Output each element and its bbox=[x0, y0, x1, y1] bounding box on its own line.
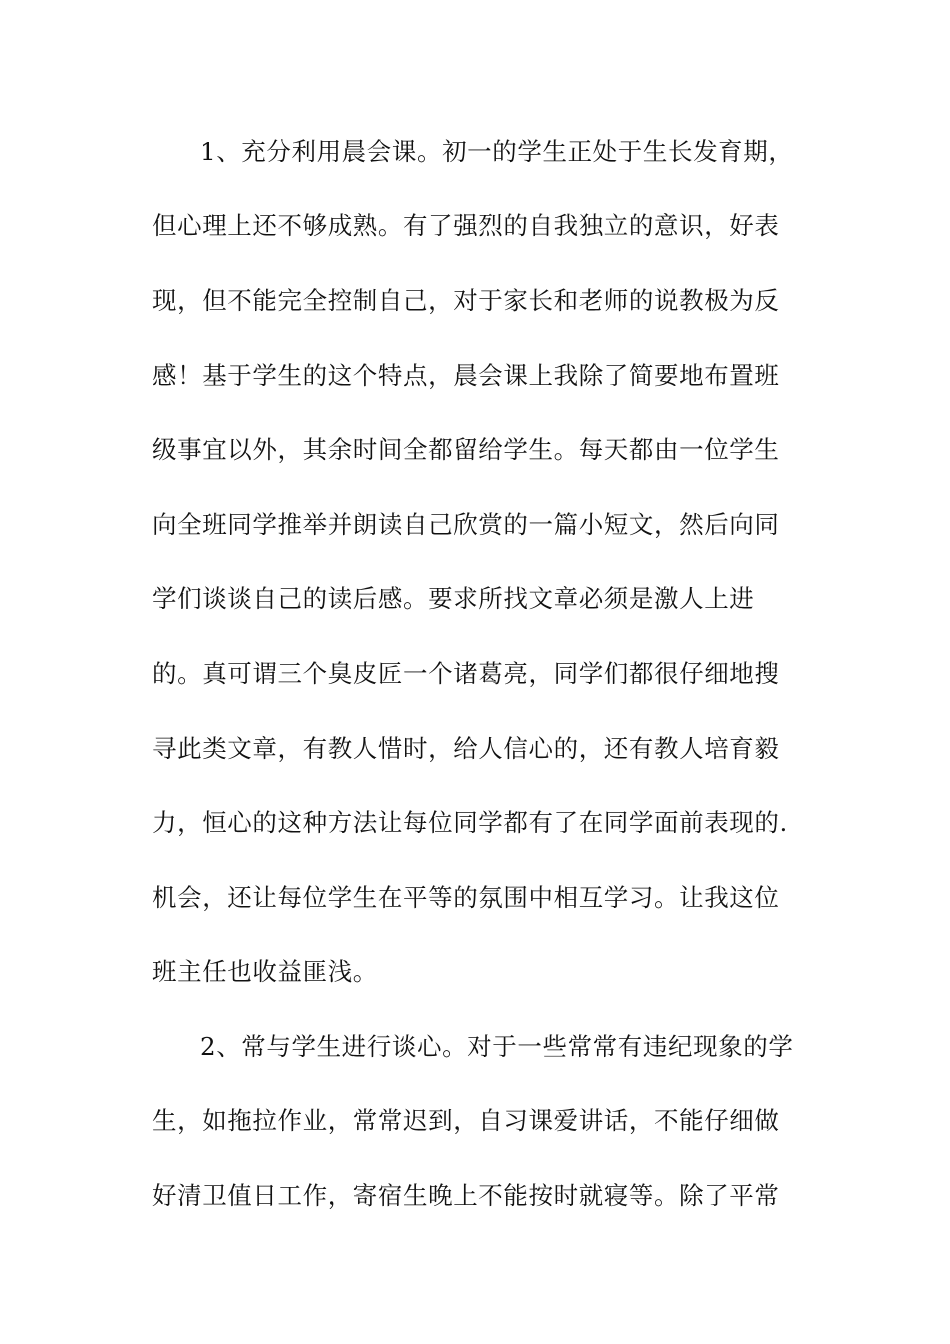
paragraph-1-line-4: 感！基于学生的这个特点，晨会课上我除了简要地布置班 bbox=[152, 361, 780, 390]
paragraph-1-line-3: 现，但不能完全控制自己，对于家长和老师的说教极为反 bbox=[152, 286, 780, 315]
paragraph-2-line-2: 生，如拖拉作业，常常迟到，自习课爱讲话，不能仔细做 bbox=[152, 1106, 780, 1135]
paragraph-1-line-1: 1、充分利用晨会课。初一的学生正处于生长发育期， bbox=[200, 137, 794, 166]
paragraph-1-line-5: 级事宜以外，其余时间全都留给学生。每天都由一位学生 bbox=[152, 435, 780, 464]
paragraph-1-line-8: 的。真可谓三个臭皮匠一个诸葛亮，同学们都很仔细地搜 bbox=[152, 659, 780, 688]
paragraph-2-line-3: 好清卫值日工作，寄宿生晚上不能按时就寝等。除了平常 bbox=[152, 1181, 780, 1210]
paragraph-1-line-6: 向全班同学推举并朗读自己欣赏的一篇小短文，然后向同 bbox=[152, 510, 780, 539]
paragraph-1-line-12: 班主任也收益匪浅。 bbox=[152, 957, 378, 986]
paragraph-1-line-9: 寻此类文章，有教人惜时，给人信心的，还有教人培育毅 bbox=[152, 734, 780, 763]
paragraph-1-line-7: 学们谈谈自己的读后感。要求所找文章必须是激人上进 bbox=[152, 584, 755, 613]
paragraph-2-line-1: 2、常与学生进行谈心。对于一些常常有违纪现象的学 bbox=[200, 1032, 794, 1061]
paragraph-1-line-10: 力，恒心的这种方法让每位同学都有了在同学面前表现的. bbox=[152, 808, 788, 837]
paragraph-1-line-11: 机会，还让每位学生在平等的氛围中相互学习。让我这位 bbox=[152, 883, 780, 912]
paragraph-1-line-2: 但心理上还不够成熟。有了强烈的自我独立的意识，好表 bbox=[152, 211, 780, 240]
